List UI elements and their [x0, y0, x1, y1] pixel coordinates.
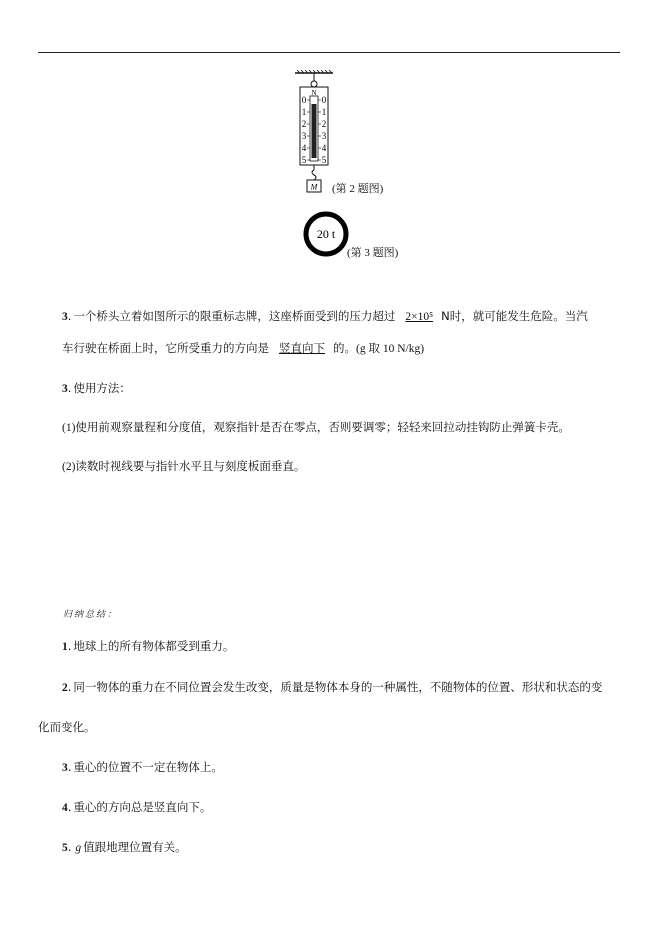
scale-right-0: 0 [321, 95, 327, 105]
summary-number: 4 [62, 802, 68, 814]
figure3-caption: (第 3 题图) [347, 247, 399, 259]
scale-right-2: 2 [321, 119, 327, 129]
summary-text: 重心的位置不一定在物体上。 [73, 760, 223, 774]
sign-text: 20 t [316, 227, 336, 241]
scale-right-1: 1 [321, 107, 327, 117]
figure2-caption: (第 2 题图) [332, 183, 384, 195]
summary-item-1: 1. 地球上的所有物体都受到重力。 [62, 639, 235, 653]
summary-item-2: 2. 同一物体的重力在不同位置会发生改变，质量是物体本身的一种属性，不随物体的位置、形状和状态的变 [62, 680, 603, 694]
summary-text: 地球上的所有物体都受到重力。 [73, 639, 235, 653]
summary-text: 化而变化。 [38, 720, 96, 734]
unit-label: N [311, 89, 317, 97]
scale-right-5: 5 [321, 155, 327, 165]
summary-text: 同一物体的重力在不同位置会发生改变，质量是物体本身的一种属性，不随物体的位置、形状和状态的变 [73, 680, 603, 694]
summary-title: 归纳总结： [63, 610, 119, 620]
mass-label: M [310, 182, 318, 192]
summary-text: 重心的方向总是竖直向下。 [73, 800, 212, 814]
question3-line2 [62, 340, 424, 356]
question-text-cont: N时，就可能发生危险。当汽 [441, 309, 588, 323]
question-text-line2: 车行驶在桥面上时，它所受重力的方向是 [62, 341, 269, 355]
question-text-end: 的。 [333, 341, 356, 355]
scale-right-3: 3 [321, 131, 327, 141]
spring-scale-figure [290, 70, 340, 195]
item-number-1: (1) [62, 422, 76, 434]
summary-item-2-cont [38, 719, 96, 735]
question-number: 3 [62, 311, 68, 323]
scale-left-0: 0 [301, 95, 307, 105]
number-separator: . [67, 309, 72, 323]
summary-text: 值跟地理位置有关。 [83, 840, 187, 854]
summary-item-3: 3. 重心的位置不一定在物体上。 [62, 760, 223, 774]
g-symbol: g [75, 842, 82, 854]
scale-left-5: 5 [301, 155, 307, 165]
question3-line1 [62, 308, 588, 324]
summary-number: 3 [62, 762, 68, 774]
method-title-line [62, 380, 131, 396]
scale-left-4: 4 [301, 143, 307, 153]
method-title: 使用方法： [73, 381, 131, 395]
scale-right-4: 4 [321, 143, 327, 153]
answer-blank-1: 2×10⁵ [405, 311, 434, 323]
weight-limit-sign [303, 211, 349, 257]
summary-number: 2 [62, 682, 68, 694]
method-item-1 [62, 419, 570, 435]
method-number: 3 [62, 383, 68, 395]
method-item-2 [62, 458, 305, 474]
summary-number: 5 [62, 842, 68, 854]
answer-blank-2: 竖直向下 [279, 343, 325, 355]
header-rule [38, 52, 620, 53]
gravity-note: (g 取 10 N/kg) [356, 343, 425, 355]
question-text: 一个桥头立着如图所示的限重标志牌，这座桥面受到的压力超过 [73, 309, 396, 323]
scale-left-2: 2 [301, 119, 307, 129]
summary-number: 1 [62, 641, 68, 653]
scale-left-1: 1 [301, 107, 307, 117]
scale-left-3: 3 [301, 131, 307, 141]
summary-item-4: 4. 重心的方向总是竖直向下。 [62, 800, 212, 814]
method-separator: . [67, 381, 72, 395]
item-text-2: 读数时视线要与指针水平且与刻度板面垂直。 [75, 459, 306, 473]
item-number-2: (2) [62, 461, 76, 473]
item-text-1: 使用前观察量程和分度值，观察指针是否在零点，否则要调零；轻轻来回拉动挂钩防止弹簧卡壳。 [75, 420, 570, 434]
summary-item-5: 5. g 值跟地理位置有关。 [62, 840, 187, 854]
